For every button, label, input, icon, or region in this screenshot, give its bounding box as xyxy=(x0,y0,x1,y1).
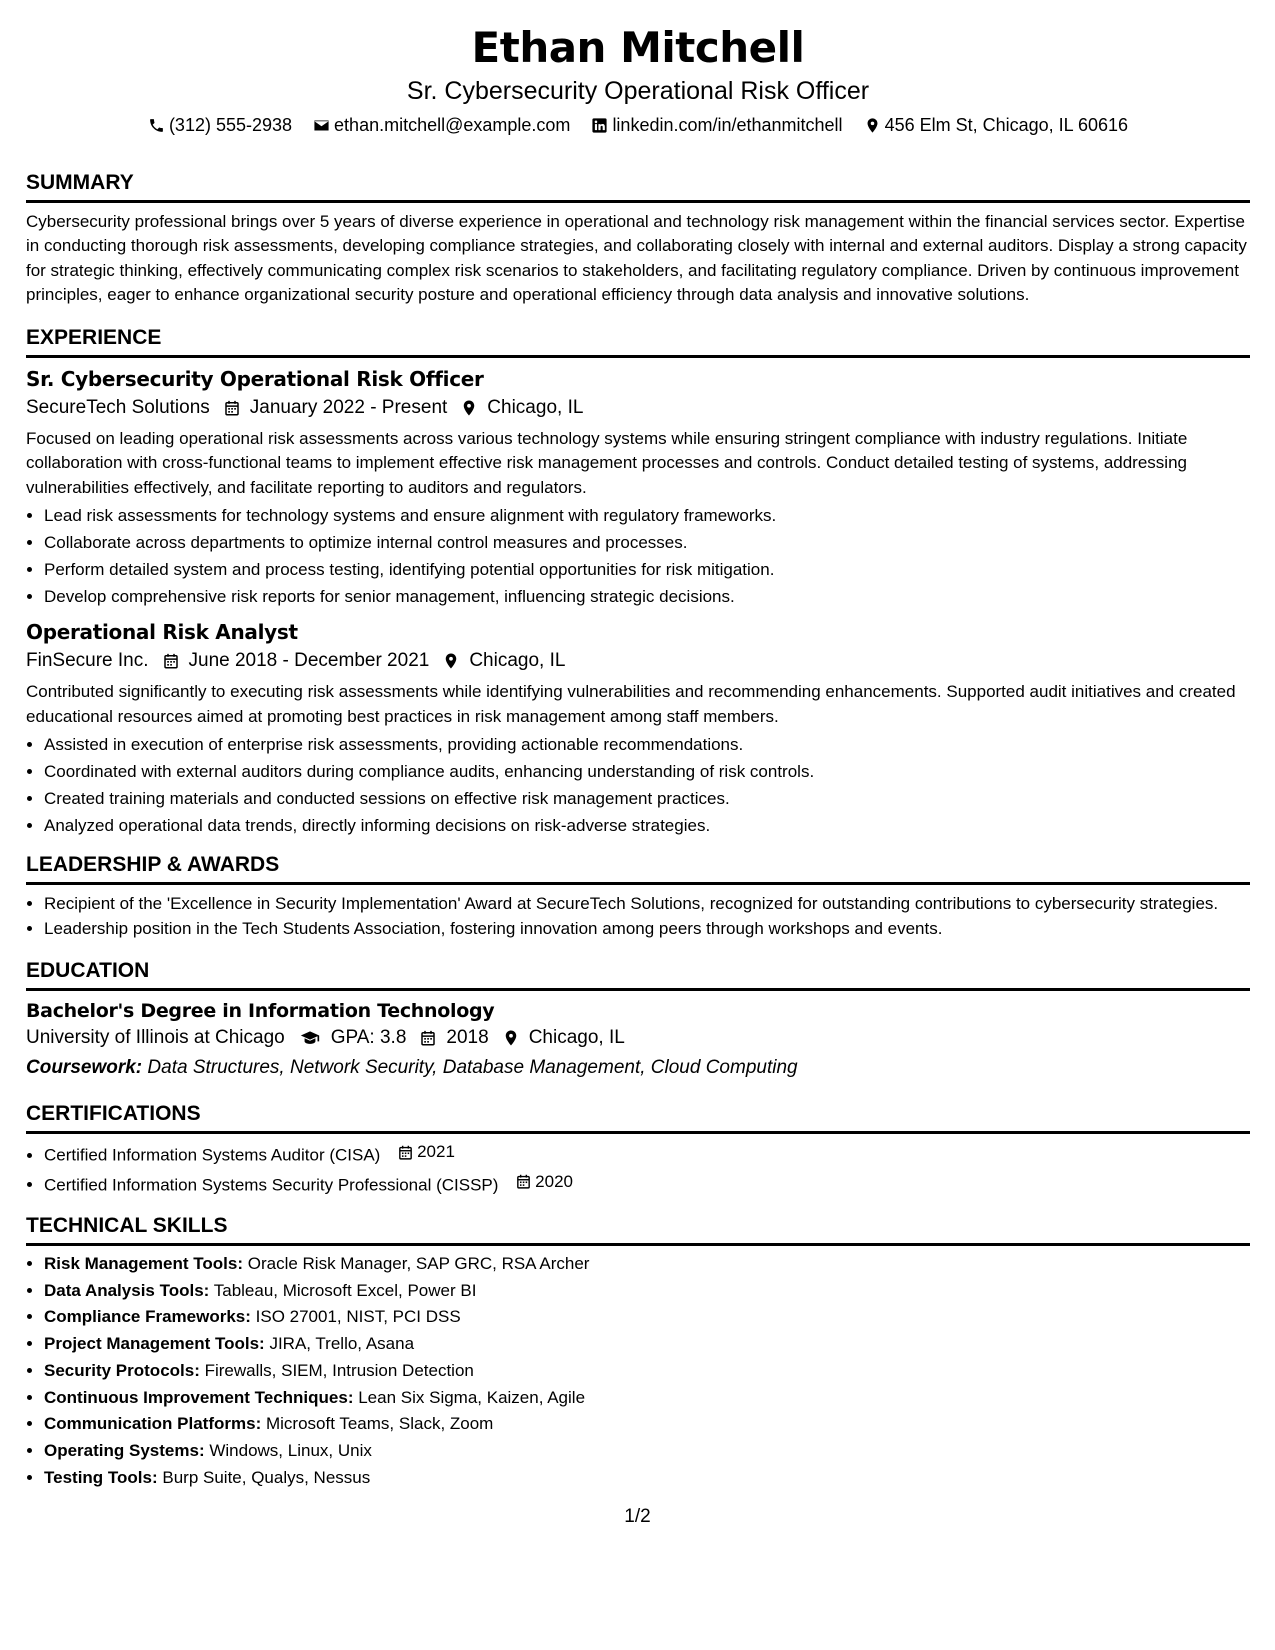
list-item: • Analyzed operational data trends, directly informing decisions on risk-adverse strategies. xyxy=(44,812,1250,839)
summary-text: Cybersecurity professional brings over 5 years of diverse experience in operational and technology risk management within the financial services sector. Expertise in conducting thorough risk assessments, developing compliance strategies, and collaborating closely with internal and external auditors. Display a strong capacity for strategic thinking, effectively communicating complex risk scenarios to stakeholders, and facilitating regulatory compliance. Driven by continuous improvement principles, eager to enhance organizational security posture and operational efficiency through data analysis and innovative solutions. xyxy=(26,211,1247,304)
job-dates: January 2022 - Present xyxy=(249,396,448,418)
map-pin-icon xyxy=(460,399,478,417)
job-description: Focused on leading operational risk assessments across various technology systems while ensuring stringent compliance with industry regulations. Initiate collaboration with cross-functional teams to implement effective risk management processes and controls. Conduct detailed testing of systems, addressing vulnerabilities effectively, and facilitate reporting to auditors and regulators. xyxy=(26,428,1188,497)
skill-values: Oracle Risk Manager, SAP GRC, RSA Archer xyxy=(247,1254,590,1273)
candidate-name: Ethan Mitchell xyxy=(471,23,805,72)
list-item: • Collaborate across departments to optimize internal control measures and processes. xyxy=(44,529,1250,556)
job-location: Chicago, IL xyxy=(487,396,584,418)
section-heading: LEADERSHIP & AWARDS xyxy=(26,852,1250,885)
certifications-list xyxy=(26,1139,1250,1198)
skill-category: Security Protocols: xyxy=(44,1360,200,1380)
certification-year: 2021 xyxy=(417,1142,455,1161)
job-title: Sr. Cybersecurity Operational Risk Officer xyxy=(26,366,484,391)
skills-section xyxy=(26,1213,1250,1491)
job-title: Operational Risk Analyst xyxy=(26,620,298,644)
skill-category: Compliance Frameworks: xyxy=(44,1307,251,1327)
skill-values: ISO 27001, NIST, PCI DSS xyxy=(255,1307,461,1327)
address-text: 456 Elm St, Chicago, IL 60616 xyxy=(884,115,1129,135)
company-name: SecureTech Solutions xyxy=(26,396,210,418)
school-name: University of Illinois at Chicago xyxy=(26,1027,285,1048)
school-location: Chicago, IL xyxy=(528,1027,625,1048)
page-number: 1/2 xyxy=(624,1506,651,1527)
phone-icon xyxy=(148,117,165,134)
graduation-cap-icon xyxy=(298,1028,322,1048)
certification-date xyxy=(397,1139,455,1165)
skill-item xyxy=(44,1438,1250,1465)
skill-category: Data Analysis Tools: xyxy=(44,1280,210,1300)
skill-values: Lean Six Sigma, Kaizen, Agile xyxy=(358,1387,586,1407)
skill-category: Communication Platforms: xyxy=(44,1414,262,1434)
skill-item xyxy=(44,1278,1250,1305)
calendar-icon xyxy=(397,1144,414,1161)
resume-header xyxy=(26,0,1250,140)
skills-list xyxy=(26,1251,1250,1491)
job-location: Chicago, IL xyxy=(469,650,566,671)
skill-item xyxy=(44,1411,1250,1438)
coursework-list: Data Structures, Network Security, Database Management, Cloud Computing xyxy=(147,1057,798,1078)
calendar-icon xyxy=(419,1029,437,1047)
list-item: • Develop comprehensive risk reports for senior management, influencing strategic decisions. xyxy=(44,583,1250,610)
list-item: • Lead risk assessments for technology systems and ensure alignment with regulatory frameworks. xyxy=(44,502,1250,529)
map-pin-icon xyxy=(864,117,881,134)
skill-item xyxy=(44,1358,1250,1385)
list-item: • Coordinated with external auditors during compliance audits, enhancing understanding of risk controls. xyxy=(44,758,1250,785)
education-meta xyxy=(26,1025,1250,1051)
job-description: Contributed significantly to executing risk assessments while identifying vulnerabilities and recommending enhancements. Supported audit initiatives and created educational resources aimed at promoting best practices in risk management among staff members. xyxy=(26,682,1236,726)
certification-name: Certified Information Systems Security Professional (CISSP) xyxy=(44,1175,499,1194)
phone-text: (312) 555-2938 xyxy=(168,115,293,135)
map-pin-icon xyxy=(442,652,460,670)
skill-values: Burp Suite, Qualys, Nessus xyxy=(162,1467,371,1487)
graduation-year: 2018 xyxy=(446,1027,489,1048)
calendar-icon xyxy=(162,652,180,670)
job-entry xyxy=(26,366,1250,611)
job-bullets xyxy=(26,502,1250,610)
coursework-label: Coursework: xyxy=(26,1057,143,1078)
skill-category: Continuous Improvement Techniques: xyxy=(44,1387,354,1407)
resume-page xyxy=(26,0,1250,1491)
company-name: FinSecure Inc. xyxy=(26,650,149,671)
skill-category: Risk Management Tools: xyxy=(44,1254,243,1273)
skill-values: Microsoft Teams, Slack, Zoom xyxy=(265,1414,494,1434)
coursework-line xyxy=(26,1055,1250,1081)
skill-item xyxy=(44,1465,1250,1492)
linkedin-text: linkedin.com/in/ethanmitchell xyxy=(612,115,843,135)
section-heading: EXPERIENCE xyxy=(26,325,1250,358)
experience-section xyxy=(26,325,1250,840)
section-heading: EDUCATION xyxy=(26,958,1250,991)
contact-line xyxy=(26,113,1250,140)
gpa-text: GPA: 3.8 xyxy=(330,1027,407,1048)
envelope-icon xyxy=(313,117,330,134)
skill-item xyxy=(44,1385,1250,1412)
list-item xyxy=(44,1139,1250,1169)
job-entry xyxy=(26,619,1250,839)
certifications-section xyxy=(26,1101,1250,1198)
job-meta xyxy=(26,395,1250,421)
skill-category: Testing Tools: xyxy=(44,1467,158,1487)
skill-category: Operating Systems: xyxy=(44,1440,205,1460)
map-pin-icon xyxy=(502,1029,520,1047)
list-item xyxy=(44,1169,1250,1199)
skill-values: JIRA, Trello, Asana xyxy=(269,1334,415,1354)
skill-item xyxy=(44,1304,1250,1331)
calendar-icon xyxy=(223,399,241,417)
list-item: • Created training materials and conducted sessions on effective risk management practices. xyxy=(44,785,1250,812)
list-item: • Perform detailed system and process testing, identifying potential opportunities for risk mitigation. xyxy=(44,556,1250,583)
skill-category: Project Management Tools: xyxy=(44,1334,265,1354)
linkedin-icon xyxy=(591,117,608,134)
skill-item xyxy=(44,1331,1250,1358)
awards-list xyxy=(26,892,1250,941)
job-dates: June 2018 - December 2021 xyxy=(188,650,430,671)
skill-values: Tableau, Microsoft Excel, Power BI xyxy=(213,1280,477,1300)
education-section xyxy=(26,958,1250,1081)
contact-linkedin[interactable] xyxy=(591,113,842,137)
section-heading: SUMMARY xyxy=(26,170,1250,203)
list-item: • Recipient of the 'Excellence in Security Implementation' Award at SecureTech Solutions, recognized for outstanding contributions to cybersecurity strategies. xyxy=(44,892,1250,917)
skill-item xyxy=(44,1251,1250,1278)
certification-year: 2020 xyxy=(535,1171,573,1191)
section-heading: TECHNICAL SKILLS xyxy=(26,1213,1250,1246)
list-item: • Leadership position in the Tech Students Association, fostering innovation among peers through workshops and events. xyxy=(44,917,1250,942)
section-heading: CERTIFICATIONS xyxy=(26,1101,1250,1134)
summary-section xyxy=(26,170,1250,308)
contact-email[interactable] xyxy=(313,113,570,137)
list-item: • Assisted in execution of enterprise risk assessments, providing actionable recommendations. xyxy=(44,731,1250,758)
email-text: ethan.mitchell@example.com xyxy=(334,115,571,135)
degree-title: Bachelor's Degree in Information Technology xyxy=(26,1000,495,1022)
leadership-section xyxy=(26,852,1250,941)
contact-phone[interactable] xyxy=(148,113,292,137)
job-meta xyxy=(26,648,1250,674)
calendar-icon xyxy=(515,1173,532,1190)
skill-values: Firewalls, SIEM, Intrusion Detection xyxy=(204,1360,474,1380)
certification-name: Certified Information Systems Auditor (CISA) xyxy=(44,1145,381,1165)
certification-date xyxy=(515,1169,573,1195)
skill-values: Windows, Linux, Unix xyxy=(209,1440,372,1460)
job-bullets xyxy=(26,731,1250,839)
candidate-title: Sr. Cybersecurity Operational Risk Officer xyxy=(406,77,870,105)
contact-address xyxy=(864,113,1128,137)
